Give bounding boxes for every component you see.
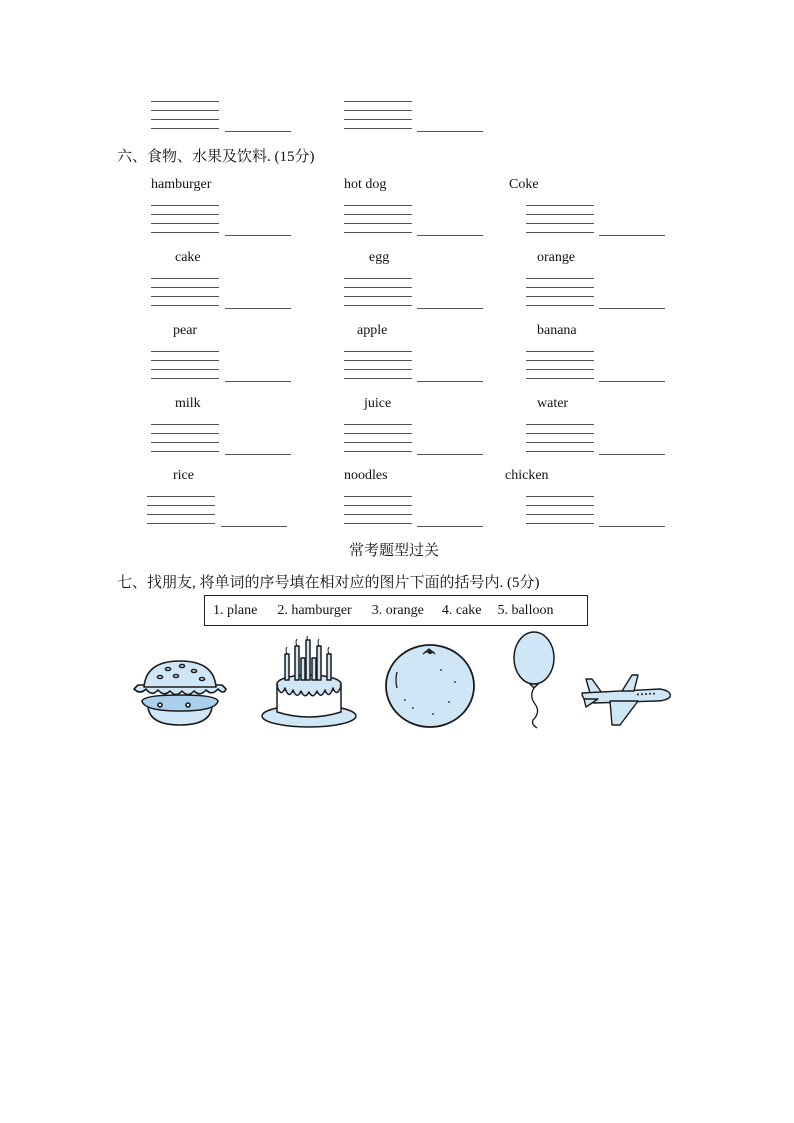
answer-line[interactable] [599, 308, 665, 309]
word-chicken: chicken [505, 468, 549, 483]
answer-line[interactable] [417, 454, 483, 455]
hamburger-picture [130, 655, 230, 731]
word-water: water [537, 396, 569, 411]
writing-grid-top-2[interactable] [344, 101, 412, 128]
writing-grid[interactable] [526, 424, 594, 451]
answer-line[interactable] [417, 235, 483, 236]
writing-grid[interactable] [526, 205, 594, 232]
word-option-1: 1. plane [213, 602, 258, 618]
balloon-picture [509, 630, 559, 730]
writing-grid[interactable] [344, 351, 412, 378]
writing-grid[interactable] [344, 205, 412, 232]
word-orange: orange [537, 250, 576, 265]
answer-line[interactable] [417, 381, 483, 382]
writing-grid[interactable] [147, 496, 215, 523]
answer-line[interactable] [225, 308, 291, 309]
answer-line-top-1[interactable] [225, 131, 291, 132]
section-six-title: 六、食物、水果及饮料. (15分) [117, 149, 315, 165]
answer-line[interactable] [225, 235, 291, 236]
writing-grid[interactable] [151, 278, 219, 305]
answer-line[interactable] [599, 381, 665, 382]
orange-picture [383, 642, 477, 730]
writing-grid[interactable] [526, 351, 594, 378]
writing-grid[interactable] [151, 205, 219, 232]
word-choice-box [204, 595, 588, 626]
answer-line[interactable] [221, 526, 287, 527]
writing-grid[interactable] [344, 496, 412, 523]
word-banana: banana [537, 323, 577, 338]
answer-line[interactable] [417, 308, 483, 309]
answer-line[interactable] [599, 526, 665, 527]
word-pear: pear [173, 323, 198, 338]
writing-grid[interactable] [344, 278, 412, 305]
word-noodles: noodles [344, 468, 388, 483]
word-option-2: 2. hamburger [277, 602, 352, 618]
plane-picture [576, 671, 674, 729]
writing-grid[interactable] [151, 351, 219, 378]
writing-grid[interactable] [344, 424, 412, 451]
section-seven-title: 七、找朋友, 将单词的序号填在相对应的图片下面的括号内. (5分) [117, 575, 540, 591]
answer-line-top-2[interactable] [417, 131, 483, 132]
word-option-3: 3. orange [371, 602, 424, 618]
word-cake: cake [175, 250, 201, 265]
writing-grid[interactable] [151, 424, 219, 451]
section-subtitle: 常考题型过关 [349, 543, 440, 559]
word-milk: milk [175, 396, 201, 411]
word-apple: apple [357, 323, 388, 338]
word-option-4: 4. cake [441, 602, 482, 618]
word-option-5: 5. balloon [497, 602, 554, 618]
writing-grid-top-1[interactable] [151, 101, 219, 128]
answer-line[interactable] [225, 381, 291, 382]
word-juice: juice [364, 396, 392, 411]
word-hot-dog: hot dog [344, 177, 387, 192]
answer-line[interactable] [599, 454, 665, 455]
word-coke: Coke [509, 177, 539, 192]
answer-line[interactable] [417, 526, 483, 527]
answer-line[interactable] [599, 235, 665, 236]
writing-grid[interactable] [526, 278, 594, 305]
cake-picture [259, 636, 359, 730]
answer-line[interactable] [225, 454, 291, 455]
word-egg: egg [369, 250, 390, 265]
word-rice: rice [173, 468, 194, 483]
word-hamburger: hamburger [151, 177, 212, 192]
writing-grid[interactable] [526, 496, 594, 523]
